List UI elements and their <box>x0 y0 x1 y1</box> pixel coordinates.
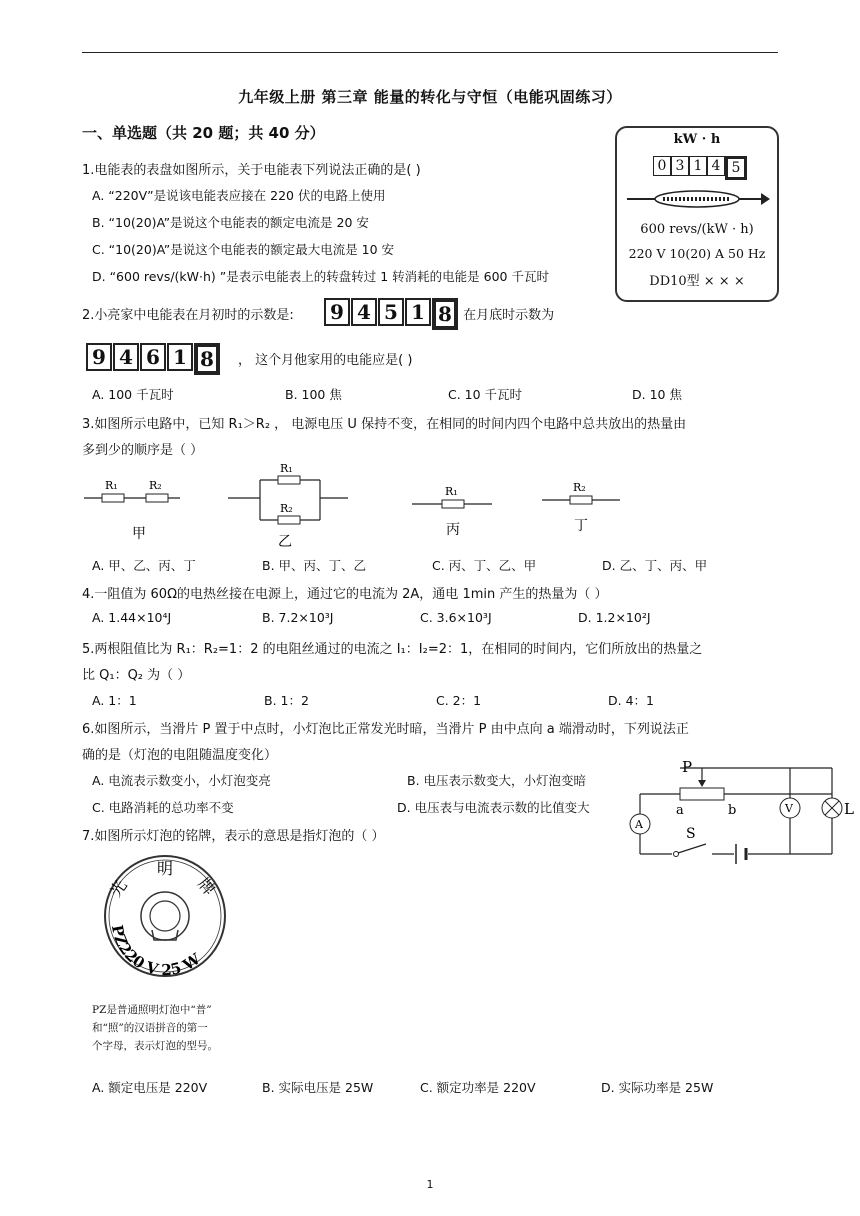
q7-option-a[interactable]: A. 额定电压是 220V <box>92 1080 208 1095</box>
q7-option-b[interactable]: B. 实际电压是 25W <box>262 1080 374 1095</box>
r1-label: R₁ <box>445 485 458 498</box>
brand-char: 明 <box>157 859 174 878</box>
meter-spec: 220 V 10(20) A 50 Hz <box>628 246 766 261</box>
q1-option-b[interactable]: B. “10(20)A”是说这个电能表的额定电流是 20 安 <box>92 215 369 230</box>
q2-end-reading <box>86 343 221 375</box>
meter-digit: 1 <box>689 156 707 176</box>
q1-option-c[interactable]: C. “10(20)A”是说这个电能表的额定最大电流是 10 安 <box>92 242 395 257</box>
q4-option-d[interactable]: D. 1.2×10²J <box>578 610 651 625</box>
bulb-note-2: 和“照”的汉语拼音的第一 <box>92 1022 208 1034</box>
q7-stem: 7.如图所示灯泡的铭牌，表示的意思是指灯泡的（ ） <box>82 829 385 844</box>
q5-option-a[interactable]: A. 1：1 <box>92 693 137 708</box>
label-a: a <box>676 803 684 818</box>
q7-option-d[interactable]: D. 实际功率是 25W <box>601 1080 714 1095</box>
r1-label: R₁ <box>105 479 118 492</box>
reading-digit: 9 <box>86 343 112 371</box>
label-ammeter: A <box>635 818 643 831</box>
q6-circuit-figure <box>622 758 858 868</box>
q1-option-d[interactable]: D. “600 revs/(kW·h) ”是表示电能表上的转盘转过 1 转消耗的电能是 600 千瓦时 <box>92 269 549 284</box>
page-number: 1 <box>426 1178 434 1191</box>
meter-digit: 0 <box>653 156 671 176</box>
q4-option-c[interactable]: C. 3.6×10³J <box>420 610 492 625</box>
reading-digit: 4 <box>351 298 377 326</box>
r2-label: R₂ <box>149 479 162 492</box>
q5-stem-1: 5.两根阻值比为 R₁：R₂=1：2 的电阻丝通过的电流之 I₁：I₂=2：1，在相同的时间内，它们所放出的热量之 <box>82 642 703 657</box>
q1-option-a[interactable]: A. “220V”是说该电能表应接在 220 伏的电路上使用 <box>92 188 386 203</box>
slider-arrow-icon <box>698 780 706 787</box>
circuit-label-yi: 乙 <box>278 534 292 550</box>
resistor-r1 <box>278 476 300 484</box>
circuit-label-ding: 丁 <box>574 518 588 534</box>
q5-stem-2: 比 Q₁：Q₂ 为（ ） <box>82 668 191 683</box>
circuit-ding <box>542 481 620 534</box>
q4-option-a[interactable]: A. 1.44×10⁴J <box>92 610 172 625</box>
meter-digit: 4 <box>707 156 725 176</box>
bulb-note-1: PZ是普通照明灯泡中“普” <box>92 1004 212 1016</box>
reading-digit: 5 <box>378 298 404 326</box>
meter-unit: kW · h <box>673 132 721 147</box>
q6-stem-2: 确的是（灯泡的电阻随温度变化） <box>82 748 278 763</box>
q2-option-d[interactable]: D. 10 焦 <box>632 387 682 402</box>
circuit-yi <box>228 462 348 550</box>
meter-digit: 5 <box>725 156 747 180</box>
rheostat <box>680 788 724 800</box>
bulb-note-3: 个字母，表示灯泡的型号。 <box>92 1040 218 1052</box>
label-voltmeter: V <box>785 802 793 815</box>
q1-stem: 1.电能表的表盘如图所示，关于电能表下列说法正确的是( ) <box>82 163 421 178</box>
q2-stem-mid: ， 在月底时示数为 <box>446 308 555 323</box>
q6-option-a[interactable]: A. 电流表示数变小，小灯泡变亮 <box>92 773 271 788</box>
meter-model: DD10型 × × × <box>649 274 745 289</box>
q5-option-d[interactable]: D. 4：1 <box>608 693 654 708</box>
resistor-r2 <box>570 496 592 504</box>
r2-label: R₂ <box>573 481 586 494</box>
brand-char: 光 <box>105 876 131 901</box>
q6-stem-1: 6.如图所示，当滑片 P 置于中点时，小灯泡比正常发光时暗，当滑片 P 由中点向 a 端滑动时，下列说法正 <box>82 722 689 737</box>
q2-option-c[interactable]: C. 10 千瓦时 <box>448 387 523 402</box>
electricity-meter-figure <box>615 126 779 302</box>
q6-option-d[interactable]: D. 电压表与电流表示数的比值变大 <box>397 800 590 815</box>
circuit-label-jia: 甲 <box>132 526 146 542</box>
resistor-r2 <box>146 494 168 502</box>
q3-stem-1: 3.如图所示电路中，已知 R₁＞R₂ ， 电源电压 U 保持不变，在相同的时间内四个电路中总共放出的热量由 <box>82 417 687 432</box>
reading-digit: 8 <box>432 298 458 330</box>
header-rule <box>82 52 778 53</box>
reading-digit: 6 <box>140 343 166 371</box>
bulb-nameplate-figure <box>100 852 230 984</box>
q5-option-c[interactable]: C. 2：1 <box>436 693 482 708</box>
q2-stem: 2.小亮家中电能表在月初时的示数是: <box>82 308 294 323</box>
reading-digit: 4 <box>113 343 139 371</box>
meter-digit: 3 <box>671 156 689 176</box>
label-b: b <box>728 803 737 818</box>
q3-option-d[interactable]: D. 乙、丁、丙、甲 <box>602 558 708 573</box>
switch-icon <box>674 852 679 857</box>
label-l: L <box>844 800 854 818</box>
q3-stem-2: 多到少的顺序是（ ） <box>82 443 204 458</box>
reading-digit: 8 <box>194 343 220 375</box>
meter-digits <box>653 156 747 180</box>
page-title: 九年级上册 第三章 能量的转化与守恒（电能巩固练习） <box>238 88 622 106</box>
circuit-bing <box>412 485 492 538</box>
bulb-model: PZ220 V 25 W <box>107 923 204 980</box>
q5-option-b[interactable]: B. 1：2 <box>264 693 309 708</box>
q3-option-c[interactable]: C. 丙、丁、乙、甲 <box>432 558 537 573</box>
label-s: S <box>686 826 696 842</box>
q2-start-reading <box>324 298 459 330</box>
reading-digit: 1 <box>167 343 193 371</box>
q2-stem-end: ， 这个月他家用的电能应是( ) <box>238 353 413 368</box>
resistor-r1 <box>102 494 124 502</box>
reading-digit: 1 <box>405 298 431 326</box>
q3-circuits-figure <box>80 458 640 550</box>
q2-option-a[interactable]: A. 100 千瓦时 <box>92 387 174 402</box>
q6-option-b[interactable]: B. 电压表示数变大，小灯泡变暗 <box>407 773 587 788</box>
label-p: P <box>682 758 693 776</box>
resistor-r2 <box>278 516 300 524</box>
q4-stem: 4.一阻值为 60Ω的电热丝接在电源上，通过它的电流为 2A，通电 1min 产生的热量为（ ） <box>82 587 608 602</box>
q4-option-b[interactable]: B. 7.2×10³J <box>262 610 334 625</box>
q2-option-b[interactable]: B. 100 焦 <box>285 387 342 402</box>
meter-revs: 600 revs/(kW · h) <box>640 222 754 237</box>
section-heading: 一、单选题（共 20 题；共 40 分） <box>82 124 325 142</box>
q6-option-c[interactable]: C. 电路消耗的总功率不变 <box>92 800 234 815</box>
circuit-label-bing: 丙 <box>446 522 460 538</box>
r2-label: R₂ <box>280 502 293 515</box>
circuit-jia <box>84 479 180 542</box>
q3-option-a[interactable]: A. 甲、乙、丙、丁 <box>92 558 196 573</box>
reading-digit: 9 <box>324 298 350 326</box>
q3-option-b[interactable]: B. 甲、丙、丁、乙 <box>262 558 367 573</box>
resistor-r1 <box>442 500 464 508</box>
brand-char: 牌 <box>194 874 219 899</box>
meter-disc-icon <box>623 184 771 214</box>
r1-label: R₁ <box>280 462 293 475</box>
q7-option-c[interactable]: C. 额定功率是 220V <box>420 1080 536 1095</box>
